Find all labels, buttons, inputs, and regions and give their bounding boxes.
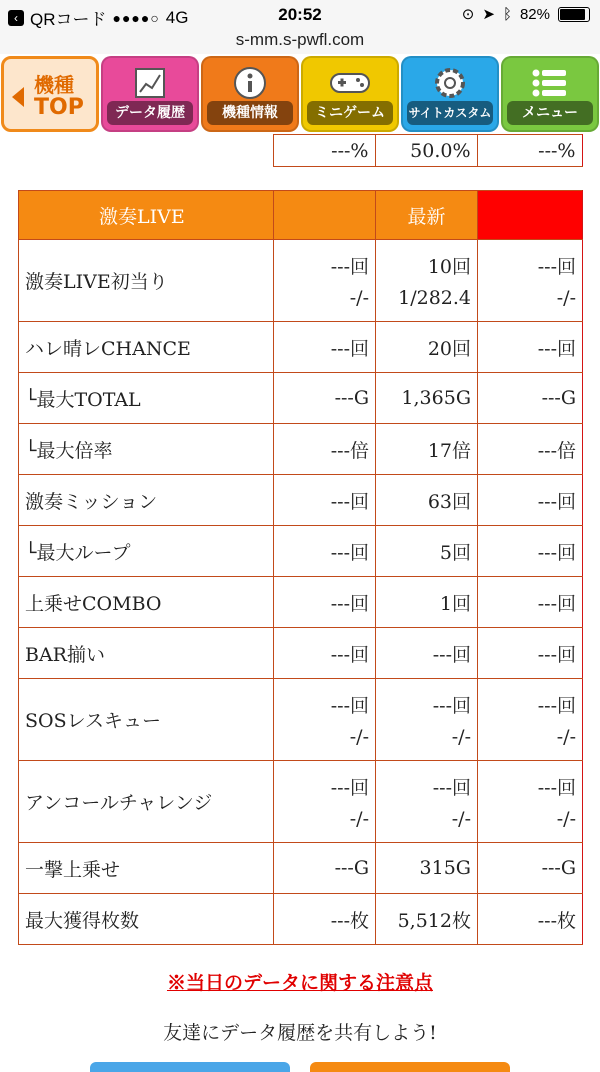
cell-value: ---枚 xyxy=(478,894,583,945)
previous-table-tail xyxy=(18,134,583,167)
cell-value: ---回 xyxy=(432,695,471,717)
partial-cell-1: ---% xyxy=(273,135,375,167)
cell-rate: -/- xyxy=(556,287,576,309)
cell-value: ---回 xyxy=(478,322,583,373)
cell-rate: -/- xyxy=(451,726,471,748)
cell-value: 10回 xyxy=(427,256,471,278)
row-label: アンコールチャレンジ xyxy=(19,761,274,843)
nav-tile-label: サイトカスタム xyxy=(407,101,493,125)
cell-rate: 1/282.4 xyxy=(398,287,471,309)
cell-rate: -/- xyxy=(349,287,369,309)
cell-value: ---回 xyxy=(274,628,376,679)
cell-value: ---回 xyxy=(274,475,376,526)
status-bar xyxy=(0,0,600,32)
cell-value: ---回 xyxy=(478,628,583,679)
cell-value: ---回 xyxy=(537,777,576,799)
nav-top-line2: TOP xyxy=(34,95,84,120)
header-col3 xyxy=(478,191,583,240)
url-bar[interactable]: s-mm.s-pwfl.com xyxy=(0,30,600,54)
share-button-orange[interactable] xyxy=(310,1062,510,1072)
chart-icon xyxy=(103,64,197,102)
signal-icon: ●●●●○ xyxy=(112,9,160,26)
table-row xyxy=(19,679,583,761)
row-label: 激奏ミッション xyxy=(19,475,274,526)
nav-top-line1: 機種 xyxy=(34,73,74,97)
cell-rate: -/- xyxy=(451,808,471,830)
table-row xyxy=(19,526,583,577)
gear-icon xyxy=(403,64,497,102)
cell-value: ---倍 xyxy=(478,424,583,475)
row-label: 最大獲得枚数 xyxy=(19,894,274,945)
table-row xyxy=(19,475,583,526)
cell-rate: -/- xyxy=(556,808,576,830)
cell-value: ---回 xyxy=(330,695,369,717)
cell-value: 20回 xyxy=(376,322,478,373)
nav-tile-label: 機種情報 xyxy=(207,101,293,125)
cell-rate: -/- xyxy=(349,726,369,748)
table-row xyxy=(19,577,583,628)
left-arrow-icon xyxy=(12,87,24,107)
cell-value: 315G xyxy=(376,843,478,894)
nav-tile-label: ミニゲーム xyxy=(307,101,393,125)
cell-value: ---回 xyxy=(330,777,369,799)
battery-icon xyxy=(558,7,590,22)
cell-value: ---倍 xyxy=(274,424,376,475)
battery-percent: 82% xyxy=(519,5,550,23)
partial-cell-3: ---% xyxy=(477,135,582,167)
partial-cell-2: 50.0% xyxy=(375,135,477,167)
table-row xyxy=(19,894,583,945)
gamepad-icon xyxy=(303,64,397,102)
cell-value: ---回 xyxy=(330,256,369,278)
nav-mini-game-button[interactable] xyxy=(301,56,399,132)
data-notice-link[interactable]: ※当日のデータに関する注意点 xyxy=(166,972,433,994)
table-row xyxy=(19,240,583,322)
nav-tile-label: メニュー xyxy=(507,101,593,125)
cell-value: ---G xyxy=(478,843,583,894)
nav-bar xyxy=(0,54,600,134)
row-label: 一撃上乗せ xyxy=(19,843,274,894)
cell-value: 5回 xyxy=(376,526,478,577)
cell-value: ---G xyxy=(274,843,376,894)
table-row xyxy=(19,843,583,894)
table-row xyxy=(19,628,583,679)
bluetooth-icon: ᛒ xyxy=(502,5,512,23)
cell-value: ---回 xyxy=(537,695,576,717)
table-row xyxy=(19,424,583,475)
share-prompt: 友達にデータ履歴を共有しよう! xyxy=(163,1022,437,1044)
table-row xyxy=(19,373,583,424)
table-row xyxy=(19,761,583,843)
back-chevron-icon[interactable]: ‹ xyxy=(8,10,24,26)
network-label: 4G xyxy=(165,7,189,27)
cell-value: ---回 xyxy=(537,256,576,278)
row-label: 上乗せCOMBO xyxy=(19,577,274,628)
table-header-row xyxy=(19,191,583,240)
cell-value: ---回 xyxy=(478,475,583,526)
cell-value: ---回 xyxy=(274,322,376,373)
clock: 20:52 xyxy=(278,5,322,24)
cell-value: 1,365G xyxy=(376,373,478,424)
row-label: SOSレスキュー xyxy=(19,679,274,761)
share-button-blue[interactable] xyxy=(90,1062,290,1072)
nav-data-history-button[interactable] xyxy=(101,56,199,132)
cell-value: ---回 xyxy=(478,526,583,577)
row-label: 激奏LIVE初当り xyxy=(19,240,274,322)
cell-value: 17倍 xyxy=(376,424,478,475)
cell-rate: -/- xyxy=(349,808,369,830)
nav-machine-info-button[interactable] xyxy=(201,56,299,132)
nav-site-custom-button[interactable] xyxy=(401,56,499,132)
cell-value: ---回 xyxy=(274,526,376,577)
nav-menu-button[interactable] xyxy=(501,56,599,132)
cell-value: 1回 xyxy=(376,577,478,628)
info-icon xyxy=(203,64,297,102)
cell-value: 5,512枚 xyxy=(376,894,478,945)
cell-value: ---G xyxy=(478,373,583,424)
header-col2: 最新 xyxy=(376,191,478,240)
location-icon: ➤ xyxy=(482,6,495,23)
nav-top-button[interactable] xyxy=(1,56,99,132)
cell-value: ---回 xyxy=(274,577,376,628)
cell-value: ---枚 xyxy=(274,894,376,945)
cell-rate: -/- xyxy=(556,726,576,748)
cell-value: 63回 xyxy=(376,475,478,526)
menu-list-icon xyxy=(503,64,597,102)
back-app-label[interactable]: QRコード xyxy=(30,10,107,29)
cell-value: ---回 xyxy=(432,777,471,799)
nav-tile-label: データ履歴 xyxy=(107,101,193,125)
cell-value: ---回 xyxy=(376,628,478,679)
row-label: └最大倍率 xyxy=(19,424,274,475)
cell-value: ---G xyxy=(274,373,376,424)
header-title: 激奏LIVE xyxy=(19,191,274,240)
row-label: ハレ晴レCHANCE xyxy=(19,322,274,373)
lock-rotation-icon: ⊙ xyxy=(461,6,475,23)
live-stats-table xyxy=(18,190,583,945)
table-row xyxy=(19,322,583,373)
row-label: └最大ループ xyxy=(19,526,274,577)
header-col1 xyxy=(274,191,376,240)
row-label: └最大TOTAL xyxy=(19,373,274,424)
row-label: BAR揃い xyxy=(19,628,274,679)
cell-value: ---回 xyxy=(478,577,583,628)
